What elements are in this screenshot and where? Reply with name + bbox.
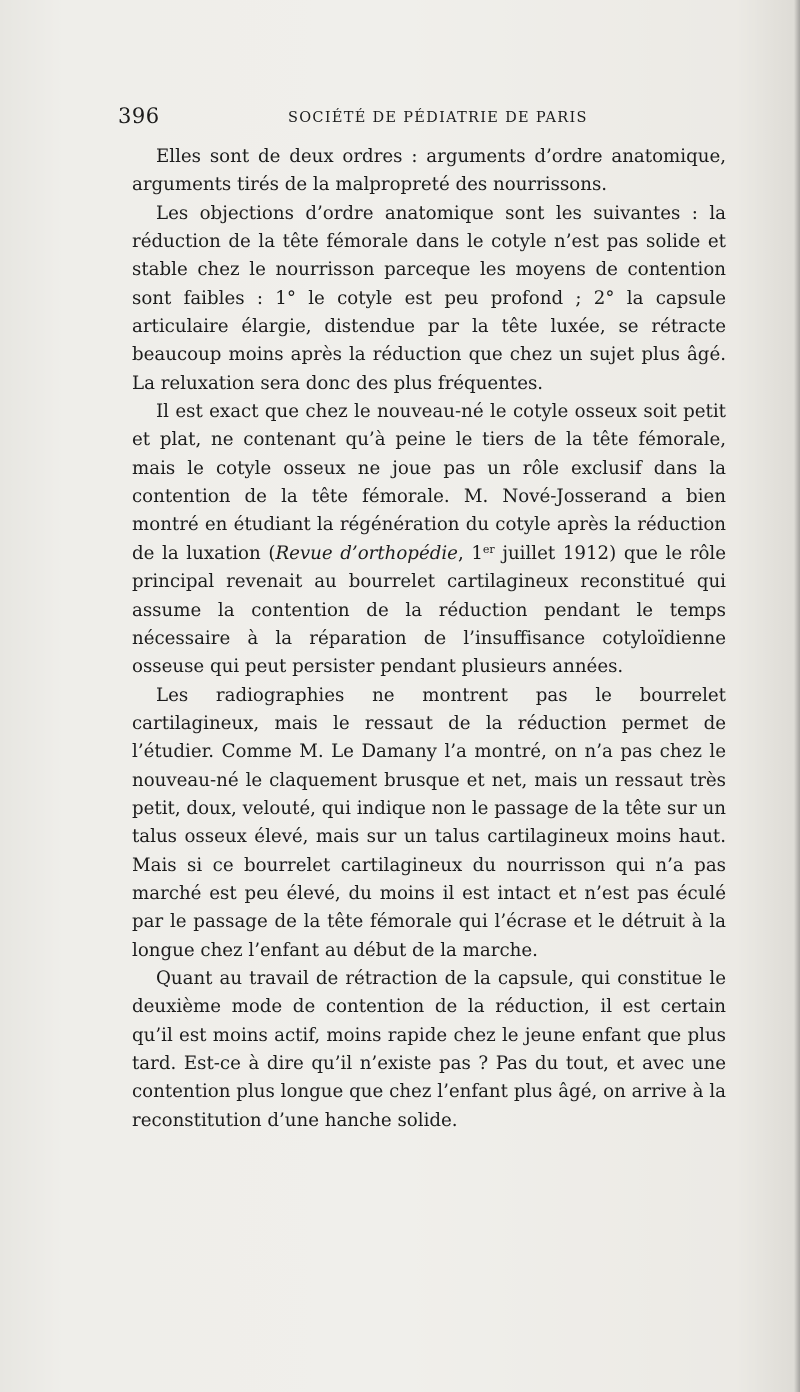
paragraph-2: Les objections d’ordre anatomique sont les suivantes : la réduction de la tête fémorale dans le cotyle n’est pas solide et stable chez le nourrisson parceque les moyens de contention sont faibles : 1° le cotyle est peu profond ; 2° la capsule articulaire élargie, distendue par la tête luxée, se rétracte beaucoup moins après la réduction que chez un sujet plus âgé. La reluxation sera donc des plus fréquentes. (132, 202, 726, 394)
paragraph-3-text-a: Il est exact que chez le nouveau-né le cotyle osseux soit petit et plat, ne contenant qu’à peine le tiers de la tête fémorale, mais le cotyle osseux ne joue pas un rôle exclusif dans la contention de la tête fémorale. M. Nové-Josserand a bien montré en étudiant la régénération du cotyle après la réduction de la luxation ( (132, 401, 726, 564)
paragraph-5: Quant au travail de rétraction de la capsule, qui constitue le deuxième mode de contention de la réduction, il est certain qu’il est moins actif, moins rapide chez le jeune enfant que plus tard. Est-ce à dire qu’il n’existe pas ? Pas du tout, et avec une contention plus longue que chez l’enfant plus âgé, on arrive à la reconstitution d’une hanche solide. (132, 967, 726, 1131)
paragraph-3-text-c: juillet 1912) que le rôle principal revenait au bourrelet cartilagineux reconstitué qui assume la contention de la réduction pendant le temps nécessaire à la réparation de l’insuffisance cotyloïdienne osseuse qui peut persister pendant plusieurs années. (132, 542, 726, 678)
journal-title: Revue d’orthopédie (275, 542, 458, 564)
body-text (132, 143, 726, 1135)
page-number: 396 (118, 104, 160, 128)
paragraph-4: Les radiographies ne montrent pas le bourrelet cartilagineux, mais le ressaut de la réduction permet de l’étudier. Comme M. Le Damany l’a montré, on n’a pas chez le nouveau-né le claquement brusque et net, mais un ressaut très petit, doux, velouté, qui indique non le passage de la tête sur un talus osseux élevé, mais sur un talus cartilagineux moins haut. Mais si ce bourrelet cartilagineux du nourrisson qui n’a pas marché est peu élevé, du moins il est intact et n’est pas éculé par le passage de la tête fémorale qui l’écrase et le détruit à la longue chez l’enfant au début de la marche. (132, 684, 726, 961)
paragraph-3 (132, 398, 726, 681)
ordinal-superscript: er (482, 542, 495, 556)
paragraph-1: Elles sont de deux ordres : arguments d’ordre anatomique, arguments tirés de la malpropreté des nourrissons. (132, 146, 726, 196)
page-edge-shadow (794, 0, 800, 1392)
page-header (118, 104, 718, 132)
paragraph-3-text-b: , 1 (457, 542, 483, 564)
running-head: SOCIÉTÉ DE PÉDIATRIE DE PARIS (288, 110, 588, 126)
